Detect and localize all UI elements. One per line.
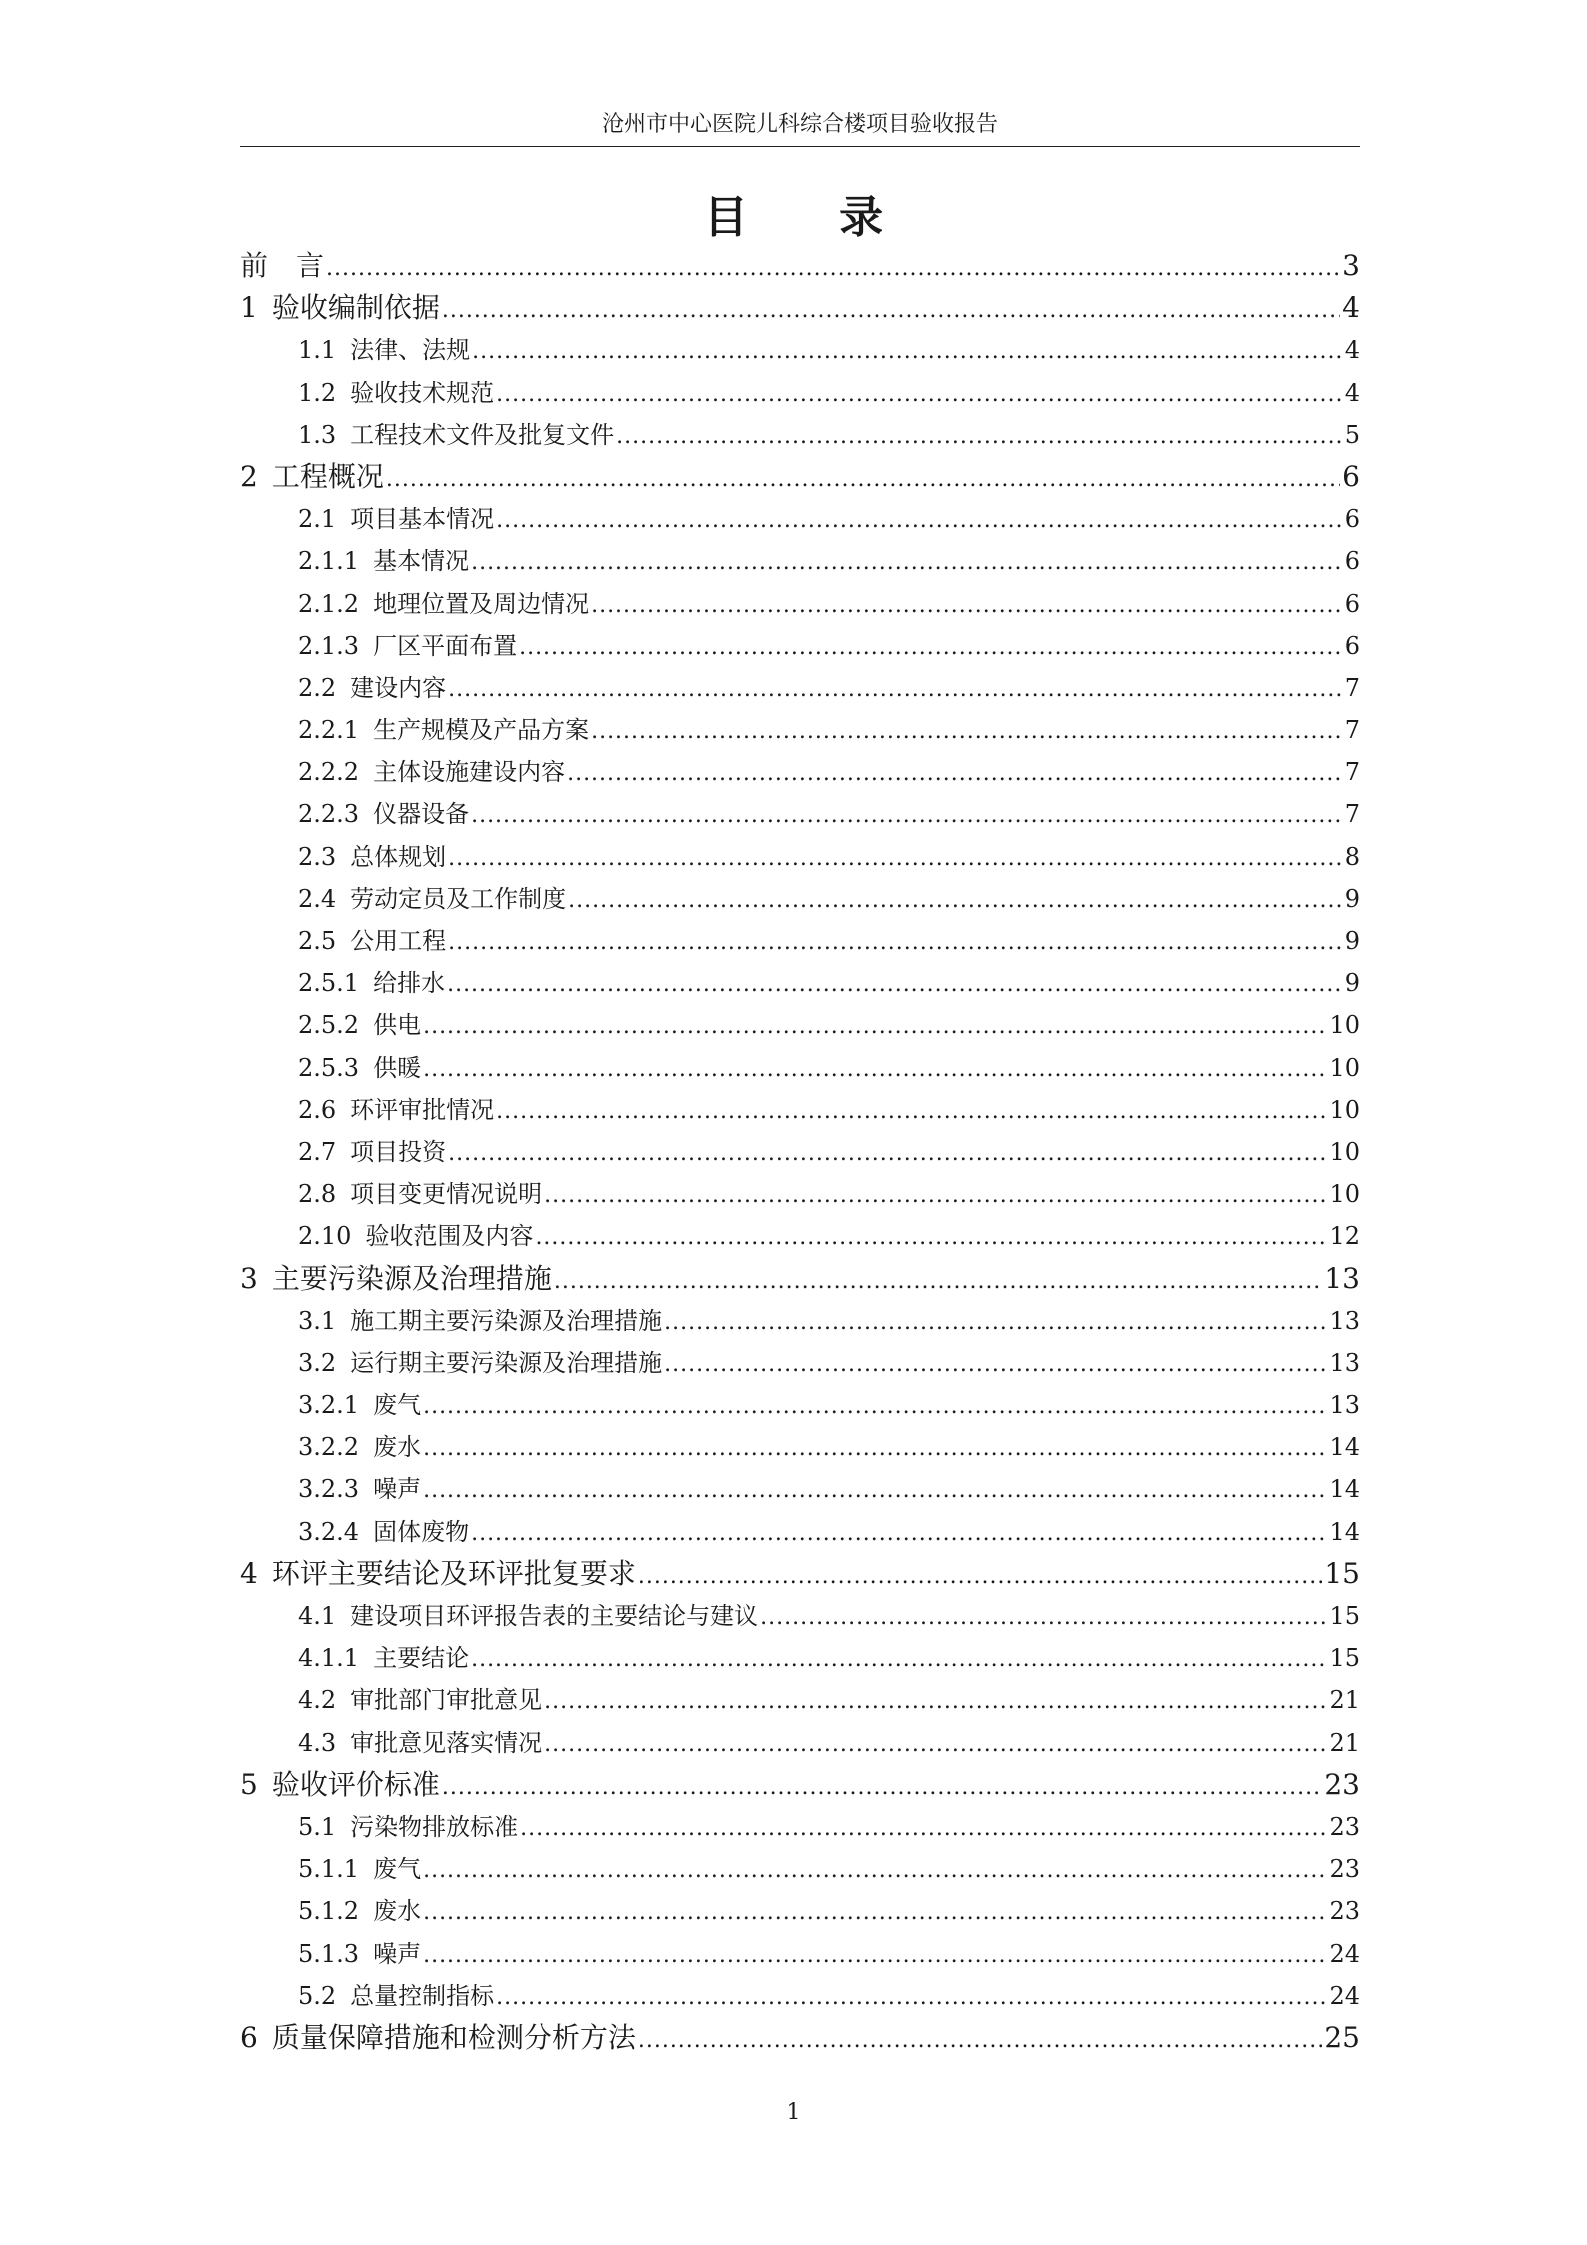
toc-entry-number: 2.4 [298, 884, 337, 913]
toc-entry[interactable] [240, 709, 1360, 751]
toc-leader-dots [664, 1302, 1327, 1344]
toc-entry-page: 5 [1344, 420, 1360, 449]
toc-entry-label: 质量保障措施和检测分析方法 [271, 2020, 636, 2054]
toc-leader-dots [423, 1049, 1327, 1091]
toc-title: 目 录 [703, 192, 922, 243]
toc-entry-label: 废水 [373, 1433, 422, 1462]
toc-entry[interactable] [240, 1089, 1360, 1131]
toc-leader-dots [472, 331, 1343, 373]
toc-entry-number: 2.1 [298, 505, 337, 534]
toc-entry-label: 供暖 [373, 1053, 422, 1082]
toc-entry[interactable] [240, 1426, 1360, 1468]
toc-entry-page: 14 [1329, 1517, 1360, 1546]
toc-leader-dots [554, 1261, 1323, 1303]
toc-entry-label: 环评主要结论及环评批复要求 [271, 1556, 636, 1590]
toc-entry[interactable] [240, 1933, 1360, 1975]
toc-entry-number: 2.3 [298, 842, 337, 871]
toc-entry[interactable] [240, 751, 1360, 793]
toc-entry-number: 2.1.2 [298, 589, 360, 618]
toc-entry-label: 主要污染源及治理措施 [271, 1261, 552, 1295]
toc-entry[interactable] [240, 920, 1360, 962]
toc-entry[interactable] [240, 1215, 1360, 1257]
header-title: 沧州市中心医院儿科综合楼项目验收报告 [601, 112, 998, 137]
toc-entry-page: 13 [1329, 1348, 1360, 1377]
toc-leader-dots [442, 1767, 1323, 1809]
toc-entry[interactable] [240, 1468, 1360, 1510]
toc-leader-dots [471, 542, 1343, 584]
toc-entry[interactable] [240, 1047, 1360, 1089]
toc-entry[interactable] [240, 1595, 1360, 1637]
toc-entry-number: 1.1 [298, 336, 337, 365]
toc-leader-dots [448, 1133, 1327, 1175]
toc-entry-number: 3.2.2 [298, 1433, 360, 1462]
toc-entry-page: 6 [1344, 631, 1360, 660]
toc-leader-dots [638, 2020, 1323, 2062]
toc-leader-dots [423, 1892, 1327, 1934]
toc-entry[interactable] [240, 1342, 1360, 1384]
toc-leader-dots [386, 459, 1340, 501]
toc-entry-number: 2.5.3 [298, 1053, 360, 1082]
toc-entry-label: 基本情况 [373, 547, 470, 576]
toc-entry-number: 5.1.1 [298, 1855, 360, 1884]
toc-entry[interactable] [240, 1679, 1360, 1721]
toc-leader-dots [519, 627, 1343, 669]
toc-entry-page: 6 [1344, 589, 1360, 618]
toc-leader-dots [423, 1006, 1327, 1048]
toc-entry-label: 废气 [373, 1855, 422, 1884]
toc-entry-page: 6 [1342, 459, 1360, 493]
toc-leader-dots [496, 1977, 1327, 2019]
toc-entry-label: 验收评价标准 [271, 1767, 440, 1801]
toc-entry-number: 2.2.3 [298, 800, 360, 829]
toc-leader-dots [664, 1344, 1327, 1386]
toc-entry-number: 5.2 [298, 1981, 337, 2010]
toc-entry[interactable] [240, 1637, 1360, 1679]
toc-entry-label: 项目投资 [350, 1137, 447, 1166]
toc-entry-number: 2.2 [298, 673, 337, 702]
toc-entry[interactable] [240, 625, 1360, 667]
toc-entry-page: 14 [1329, 1433, 1360, 1462]
toc-entry[interactable] [240, 836, 1360, 878]
toc-entry[interactable] [240, 498, 1360, 540]
toc-entry-number: 3.2.4 [298, 1517, 360, 1546]
toc-leader-dots [423, 1850, 1327, 1892]
toc-entry-number: 2.5.2 [298, 1011, 360, 1040]
toc-entry-page: 15 [1329, 1644, 1360, 1673]
toc-entry-label: 验收范围及内容 [365, 1222, 534, 1251]
toc-entry-label: 废水 [373, 1897, 422, 1926]
toc-leader-dots [448, 838, 1343, 880]
toc-leader-dots [442, 290, 1340, 332]
toc-entry-label: 废气 [373, 1391, 422, 1420]
toc-entry-number: 4.3 [298, 1728, 337, 1757]
toc-entry-number: 3.1 [298, 1306, 337, 1335]
toc-entry-number: 2.10 [298, 1222, 352, 1251]
toc-entry-number: 2.1.3 [298, 631, 360, 660]
toc-entry[interactable] [240, 2017, 1360, 2059]
toc-entry-label: 审批意见落实情况 [350, 1728, 543, 1757]
toc-entry-number: 5.1.3 [298, 1939, 360, 1968]
toc-entry-label: 仪器设备 [373, 800, 470, 829]
toc-entry[interactable] [240, 1173, 1360, 1215]
toc-entry-number: 2.1.1 [298, 547, 360, 576]
toc-entry-label: 法律、法规 [350, 336, 471, 365]
toc-entry-label: 环评审批情况 [350, 1095, 495, 1124]
toc-entry-label: 地理位置及周边情况 [373, 589, 590, 618]
toc-entry-number: 2.2.2 [298, 758, 360, 787]
toc-leader-dots [616, 416, 1343, 458]
toc-leader-dots [567, 753, 1343, 795]
toc-entry-page: 4 [1342, 291, 1360, 325]
toc-entry-label: 运行期主要污染源及治理措施 [350, 1348, 663, 1377]
toc-entry-page: 23 [1324, 1767, 1360, 1801]
toc-entry-number: 4 [240, 1556, 258, 1590]
toc-entry-page: 23 [1329, 1812, 1360, 1841]
toc-entry-page: 13 [1329, 1306, 1360, 1335]
toc-leader-dots [591, 585, 1343, 627]
toc-entry-page: 3 [1342, 249, 1360, 282]
toc-entry-page: 10 [1329, 1011, 1360, 1040]
toc-entry-number: 2.5 [298, 927, 337, 955]
toc-entry-label: 前 言 [240, 249, 325, 282]
toc-entry-label: 噪声 [373, 1939, 422, 1968]
toc-entry-page: 24 [1329, 1981, 1360, 2010]
toc-entry[interactable] [240, 245, 1360, 287]
toc-entry-number: 5.1.2 [298, 1897, 360, 1926]
toc-leader-dots [423, 1470, 1327, 1512]
toc-entry-label: 厂区平面布置 [373, 631, 518, 660]
toc-entry-number: 4.1.1 [298, 1644, 360, 1673]
toc-entry-page: 24 [1329, 1939, 1360, 1968]
toc-entry[interactable] [240, 1975, 1360, 2017]
toc-leader-dots [326, 248, 1340, 290]
toc-entry[interactable] [240, 1384, 1360, 1426]
toc-leader-dots [423, 1935, 1327, 1977]
toc-entry-page: 21 [1329, 1686, 1360, 1715]
toc-entry-number: 1.2 [298, 378, 337, 407]
toc-entry-number: 2.8 [298, 1180, 337, 1209]
toc-leader-dots [423, 1386, 1327, 1428]
toc-entry[interactable] [240, 329, 1360, 371]
toc-entry-page: 23 [1329, 1897, 1360, 1926]
toc-entry-page: 13 [1329, 1391, 1360, 1420]
toc-entry-label: 生产规模及产品方案 [373, 716, 590, 745]
toc-entry[interactable] [240, 1004, 1360, 1046]
toc-entry-number: 5.1 [298, 1812, 337, 1841]
toc-entry-page: 7 [1344, 673, 1360, 702]
toc-entry-number: 3.2.3 [298, 1475, 360, 1504]
toc-leader-dots [447, 964, 1343, 1006]
toc-entry-label: 项目变更情况说明 [350, 1180, 543, 1209]
toc-entry-number: 2.7 [298, 1137, 337, 1166]
toc-entry-page: 10 [1329, 1095, 1360, 1124]
toc-entry-page: 15 [1329, 1602, 1360, 1630]
toc-leader-dots [496, 1091, 1327, 1133]
toc-entry-number: 4.2 [298, 1686, 337, 1715]
toc-entry-page: 10 [1329, 1180, 1360, 1209]
toc-entry-label: 主要结论 [373, 1644, 470, 1673]
toc-entry-label: 总量控制指标 [350, 1981, 495, 2010]
toc-entry[interactable] [240, 962, 1360, 1004]
toc-entry-page: 10 [1329, 1053, 1360, 1082]
toc-entry-number: 3.2.1 [298, 1391, 360, 1420]
toc-entry-label: 污染物排放标准 [350, 1812, 519, 1841]
toc-leader-dots [448, 922, 1343, 964]
toc-entry-number: 2.5.1 [298, 969, 360, 998]
toc-leader-dots [591, 711, 1343, 753]
toc-entry-number: 5 [240, 1767, 258, 1801]
toc-entry[interactable] [240, 1806, 1360, 1848]
toc-entry-label: 审批部门审批意见 [350, 1686, 543, 1715]
toc-leader-dots [471, 1639, 1327, 1681]
page-header [240, 110, 1360, 147]
toc-entry-label: 建设项目环评报告表的主要结论与建议 [350, 1602, 759, 1630]
toc-entry[interactable] [240, 1511, 1360, 1553]
toc-entry-label: 验收技术规范 [350, 378, 495, 407]
toc-entry-page: 15 [1324, 1556, 1360, 1590]
toc-entry-page: 21 [1329, 1728, 1360, 1757]
toc-entry[interactable] [240, 1764, 1360, 1806]
toc-entry-label: 主体设施建设内容 [373, 758, 566, 787]
toc-entry[interactable] [240, 878, 1360, 920]
toc-entry[interactable] [240, 1553, 1360, 1595]
toc-entry-number: 1 [240, 291, 258, 325]
toc-entry-page: 9 [1344, 969, 1360, 998]
toc-leader-dots [544, 1681, 1327, 1723]
toc-entry-page: 23 [1329, 1855, 1360, 1884]
toc-entry-page: 6 [1344, 547, 1360, 576]
toc-entry-number: 4.1 [298, 1602, 337, 1630]
toc-entry-label: 固体废物 [373, 1517, 470, 1546]
toc-entry[interactable] [240, 793, 1360, 835]
toc-leader-dots [638, 1556, 1323, 1598]
toc-entry[interactable] [240, 1131, 1360, 1173]
toc-entry-label: 验收编制依据 [271, 291, 440, 325]
toc-entry-label: 劳动定员及工作制度 [350, 884, 567, 913]
toc-entry[interactable] [240, 1300, 1360, 1342]
toc-entry[interactable] [240, 1258, 1360, 1300]
toc-entry-page: 8 [1344, 842, 1360, 871]
toc-entry-page: 14 [1329, 1475, 1360, 1504]
toc-leader-dots [760, 1597, 1327, 1639]
toc-entry[interactable] [240, 372, 1360, 414]
toc-entry-label: 施工期主要污染源及治理措施 [350, 1306, 663, 1335]
toc-entry-page: 9 [1344, 927, 1360, 955]
toc-entry[interactable] [240, 1890, 1360, 1932]
toc-entry-page: 7 [1344, 716, 1360, 745]
toc-leader-dots [496, 500, 1343, 542]
toc-leader-dots [471, 1513, 1327, 1555]
toc-entry[interactable] [240, 540, 1360, 582]
toc-entry-page: 4 [1344, 336, 1360, 365]
toc-entry-number: 3.2 [298, 1348, 337, 1377]
toc-entry[interactable] [240, 1848, 1360, 1890]
toc-entry-page: 13 [1324, 1261, 1360, 1295]
toc-entry-label: 总体规划 [350, 842, 447, 871]
toc-entry-number: 2.6 [298, 1095, 337, 1124]
toc-leader-dots [544, 1175, 1327, 1217]
toc-entry[interactable] [240, 583, 1360, 625]
toc-entry-page: 10 [1329, 1137, 1360, 1166]
toc-leader-dots [568, 880, 1343, 922]
toc-entry-page: 6 [1344, 505, 1360, 534]
toc-entry-label: 给排水 [373, 969, 446, 998]
toc-entry-number: 1.3 [298, 420, 337, 449]
toc-entry-page: 25 [1324, 2020, 1360, 2054]
table-of-contents [240, 245, 1360, 2059]
toc-entry-number: 6 [240, 2020, 258, 2054]
toc-entry-page: 7 [1344, 800, 1360, 829]
toc-entry[interactable] [240, 287, 1360, 329]
toc-entry-label: 供电 [373, 1011, 422, 1040]
toc-leader-dots [423, 1428, 1327, 1470]
toc-entry-number: 2 [240, 459, 258, 493]
toc-leader-dots [448, 669, 1343, 711]
toc-entry[interactable] [240, 414, 1360, 456]
toc-leader-dots [520, 1808, 1327, 1850]
toc-entry-label: 公用工程 [350, 927, 447, 955]
toc-entry-label: 工程概况 [271, 459, 384, 493]
toc-leader-dots [544, 1724, 1327, 1766]
toc-leader-dots [471, 795, 1343, 837]
toc-entry-number: 2.2.1 [298, 716, 360, 745]
toc-entry-label: 工程技术文件及批复文件 [350, 420, 615, 449]
toc-leader-dots [535, 1217, 1327, 1259]
toc-entry[interactable] [240, 456, 1360, 498]
toc-entry-label: 建设内容 [350, 673, 447, 702]
page-number: 1 [786, 2100, 801, 2125]
toc-entry-number: 3 [240, 1261, 258, 1295]
toc-entry-page: 9 [1344, 884, 1360, 913]
toc-leader-dots [496, 374, 1343, 416]
toc-entry-label: 噪声 [373, 1475, 422, 1504]
toc-entry[interactable] [240, 667, 1360, 709]
toc-entry-page: 12 [1329, 1222, 1360, 1251]
toc-entry-page: 4 [1344, 378, 1360, 407]
toc-entry-page: 7 [1344, 758, 1360, 787]
toc-entry-label: 项目基本情况 [350, 505, 495, 534]
toc-entry[interactable] [240, 1722, 1360, 1764]
